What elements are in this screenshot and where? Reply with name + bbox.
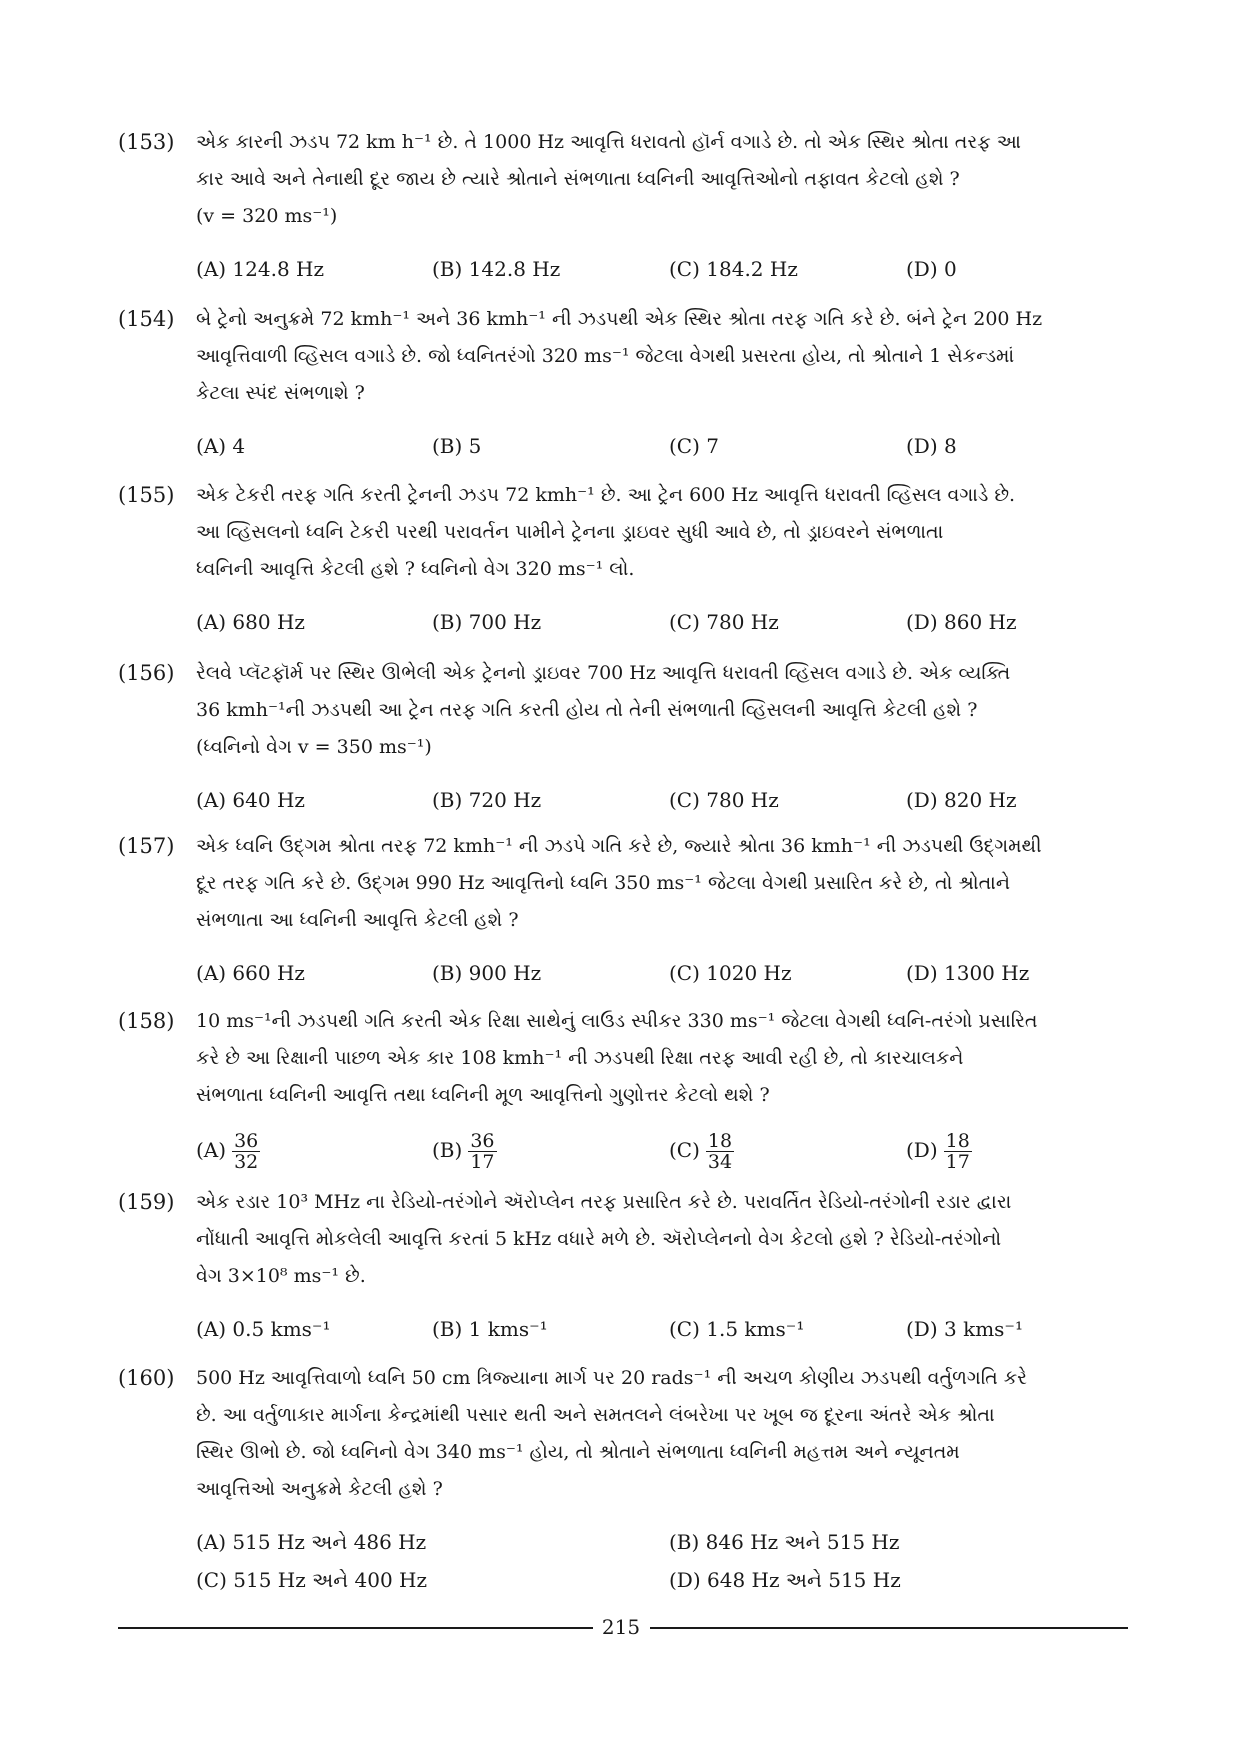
option-a: (A) 515 Hz અને 486 Hz (196, 1530, 427, 1554)
option-a: (A) 0.5 kms⁻¹ (196, 1317, 331, 1341)
option-c: (C) 1.5 kms⁻¹ (669, 1317, 805, 1341)
option-a: (A) 680 Hz (196, 610, 305, 634)
option-d: (D) 3 kms⁻¹ (906, 1317, 1024, 1341)
question-line: કરે છે આ રિક્ષાની પાછળ એક કાર 108 kmh⁻¹ ની ઝડપથી રિક્ષા તરફ આવી રહી છે, તો કારચાલકને (196, 1047, 964, 1069)
question-text (196, 124, 1128, 235)
option-label: (B) (432, 1138, 463, 1162)
option-a: (A) 124.8 Hz (196, 257, 324, 281)
numerator: 18 (945, 1130, 970, 1152)
question-line: કેટલા સ્પંદ સંભળાશે ? (196, 382, 365, 404)
option-c: (C) 7 (669, 434, 719, 458)
question-line: આવૃત્તિઓ અનુક્રમે કેટલી હશે ? (196, 1478, 443, 1500)
option-d: (D) 0 (906, 257, 957, 281)
question-text (196, 301, 1128, 412)
option-c: (C) 780 Hz (669, 610, 779, 634)
question-text (196, 477, 1128, 588)
question-line: 10 ms⁻¹ની ઝડપથી ગતિ કરતી એક રિક્ષા સાથેનું લાઉડ સ્પીકર 330 ms⁻¹ જેટલા વેગથી ધ્વનિ-તરંગો પ્રસારિત (196, 1010, 1038, 1032)
question-line: એક કારની ઝડપ 72 km h⁻¹ છે. તે 1000 Hz આવૃત્તિ ધરાવતો હૉર્ન વગાડે છે. તો એક સ્થિર શ્રોતા તરફ આ (196, 131, 1021, 153)
question-line: 36 kmh⁻¹ની ઝડપથી આ ટ્રેન તરફ ગતિ કરતી હોય તો તેની સંભળાતી વ્હિસલની આવૃત્તિ કેટલી હશે ? (196, 699, 978, 721)
page-number: 215 (601, 1615, 641, 1639)
question-text (196, 1003, 1128, 1114)
options-row (196, 782, 1128, 819)
numerator: 36 (234, 1130, 259, 1152)
denominator: 32 (234, 1151, 259, 1173)
fraction (706, 1131, 734, 1172)
numerator: 36 (470, 1130, 495, 1152)
fraction (944, 1131, 972, 1172)
question-line: છે. આ વર્તુળાકાર માર્ગના કેન્દ્રમાંથી પસાર થતી અને સમતલને લંબરેખા પર ખૂબ જ દૂરના અંતરે એક શ્રોતા (196, 1404, 995, 1426)
denominator: 34 (707, 1151, 733, 1173)
option-b: (B) 1 kms⁻¹ (432, 1317, 548, 1341)
denominator: 17 (470, 1151, 495, 1173)
denominator: 17 (945, 1151, 970, 1173)
question-line: આ વ્હિસલનો ધ્વનિ ટેકરી પરથી પરાવર્તન પામીને ટ્રેનના ડ્રાઇવર સુધી આવે છે, તો ડ્રાઇવરને સંભળાતા (196, 521, 944, 543)
option-c: (C) 1020 Hz (669, 961, 792, 985)
option-c: (C) 515 Hz અને 400 Hz (196, 1568, 427, 1592)
options-row (196, 1524, 1128, 1561)
question-number: (157) (118, 834, 175, 858)
options-row (196, 1131, 1128, 1177)
options-row (196, 428, 1128, 465)
option-b (432, 1131, 497, 1172)
option-b: (B) 720 Hz (432, 788, 542, 812)
options-row (196, 1562, 1128, 1599)
question-number: (154) (118, 307, 175, 331)
option-d: (D) 8 (906, 434, 957, 458)
question-line: સંભળાતા ધ્વનિની આવૃત્તિ તથા ધ્વનિની મૂળ આવૃત્તિનો ગુણોત્તર કેટલો થશે ? (196, 1084, 770, 1106)
option-b: (B) 900 Hz (432, 961, 542, 985)
option-d: (D) 820 Hz (906, 788, 1017, 812)
option-c: (C) 780 Hz (669, 788, 779, 812)
question-line: કાર આવે અને તેનાથી દૂર જાય છે ત્યારે શ્રોતાને સંભળાતા ધ્વનિની આવૃત્તિઓનો તફાવત કેટલો હશે ? (196, 168, 960, 190)
question-line: નોંધાતી આવૃત્તિ મોકલેલી આવૃત્તિ કરતાં 5 kHz વધારે મળે છે. ઍરોપ્લેનનો વેગ કેટલો હશે ? રેડિયો-તરંગોનો (196, 1228, 1002, 1250)
option-label: (C) (669, 1138, 700, 1162)
option-d: (D) 860 Hz (906, 610, 1017, 634)
question-line: આવૃત્તિવાળી વ્હિસલ વગાડે છે. જો ધ્વનિતરંગો 320 ms⁻¹ જેટલા વેગથી પ્રસરતા હોય, તો શ્રોતાને 1 સેકન્ડમાં (196, 345, 1015, 367)
question-line: સ્થિર ઊભો છે. જો ધ્વનિનો વેગ 340 ms⁻¹ હોય, તો શ્રોતાને સંભળાતા ધ્વનિની મહત્તમ અને ન્યૂનતમ (196, 1441, 960, 1463)
options-row (196, 955, 1128, 992)
numerator: 18 (707, 1130, 733, 1152)
options-row (196, 1311, 1128, 1348)
option-b: (B) 142.8 Hz (432, 257, 561, 281)
question-number: (155) (118, 483, 175, 507)
option-a: (A) 4 (196, 434, 246, 458)
footer-rule-left (118, 1627, 593, 1629)
question-line: એક ટેકરી તરફ ગતિ કરતી ટ્રેનની ઝડપ 72 kmh⁻¹ છે. આ ટ્રેન 600 Hz આવૃત્તિ ધરાવતી વ્હિસલ વગાડે છે. (196, 484, 1016, 506)
option-b: (B) 700 Hz (432, 610, 542, 634)
question-line: સંભળાતા આ ધ્વનિની આવૃત્તિ કેટલી હશે ? (196, 909, 519, 931)
question-line: બે ટ્રેનો અનુક્રમે 72 kmh⁻¹ અને 36 kmh⁻¹ ની ઝડપથી એક સ્થિર શ્રોતા તરફ ગતિ કરે છે. બંને ટ્રેન 200 Hz (196, 308, 1043, 330)
question-line: દૂર તરફ ગતિ કરે છે. ઉદ્‌ગમ 990 Hz આવૃત્તિનો ધ્વનિ 350 ms⁻¹ જેટલા વેગથી પ્રસારિત કરે છે, તો શ્રોતાને (196, 872, 1010, 894)
question-text (196, 1360, 1128, 1508)
question-text (196, 1184, 1128, 1295)
question-line: ધ્વનિની આવૃત્તિ કેટલી હશે ? ધ્વનિનો વેગ 320 ms⁻¹ લો. (196, 558, 635, 580)
option-a: (A) 660 Hz (196, 961, 305, 985)
option-a: (A) 640 Hz (196, 788, 305, 812)
fraction (468, 1131, 496, 1172)
question-number: (160) (118, 1366, 175, 1390)
option-label: (A) (196, 1138, 227, 1162)
option-c: (C) 184.2 Hz (669, 257, 798, 281)
question-line: એક રડાર 10³ MHz ના રેડિયો-તરંગોને ઍરોપ્લેન તરફ પ્રસારિત કરે છે. પરાવર્તિત રેડિયો-તરંગોની રડાર દ્વારા (196, 1191, 1012, 1213)
footer-rule-right (650, 1627, 1128, 1629)
option-b: (B) 5 (432, 434, 482, 458)
option-d (906, 1131, 972, 1172)
question-line: (ધ્વનિનો વેગ v = 350 ms⁻¹) (196, 736, 432, 758)
question-number: (153) (118, 130, 175, 154)
options-row (196, 251, 1128, 288)
option-d: (D) 648 Hz અને 515 Hz (669, 1568, 901, 1592)
option-label: (D) (906, 1138, 938, 1162)
question-number: (158) (118, 1009, 175, 1033)
options-row (196, 604, 1128, 641)
question-text (196, 828, 1128, 939)
question-line: 500 Hz આવૃત્તિવાળો ધ્વનિ 50 cm ત્રિજ્યાના માર્ગ પર 20 rads⁻¹ ની અચળ કોણીય ઝડપથી વર્તુળગતિ કરે (196, 1367, 1027, 1389)
option-d: (D) 1300 Hz (906, 961, 1030, 985)
question-line: રેલવે પ્લૅટફૉર્મ પર સ્થિર ઊભેલી એક ટ્રેનનો ડ્રાઇવર 700 Hz આવૃત્તિ ધરાવતી વ્હિસલ વગાડે છે. એક વ્યક્તિ (196, 662, 1011, 684)
option-a (196, 1131, 260, 1172)
question-line: (v = 320 ms⁻¹) (196, 205, 338, 227)
option-c (669, 1131, 734, 1172)
option-b: (B) 846 Hz અને 515 Hz (669, 1530, 900, 1554)
question-text (196, 655, 1128, 766)
question-number: (159) (118, 1190, 175, 1214)
question-number: (156) (118, 661, 175, 685)
fraction (232, 1131, 260, 1172)
question-line: વેગ 3×10⁸ ms⁻¹ છે. (196, 1265, 366, 1287)
question-line: એક ધ્વનિ ઉદ્‌ગમ શ્રોતા તરફ 72 kmh⁻¹ ની ઝડપે ગતિ કરે છે, જ્યારે શ્રોતા 36 kmh⁻¹ ની ઝડપથી ઉદ્‌ગમથી (196, 835, 1042, 857)
